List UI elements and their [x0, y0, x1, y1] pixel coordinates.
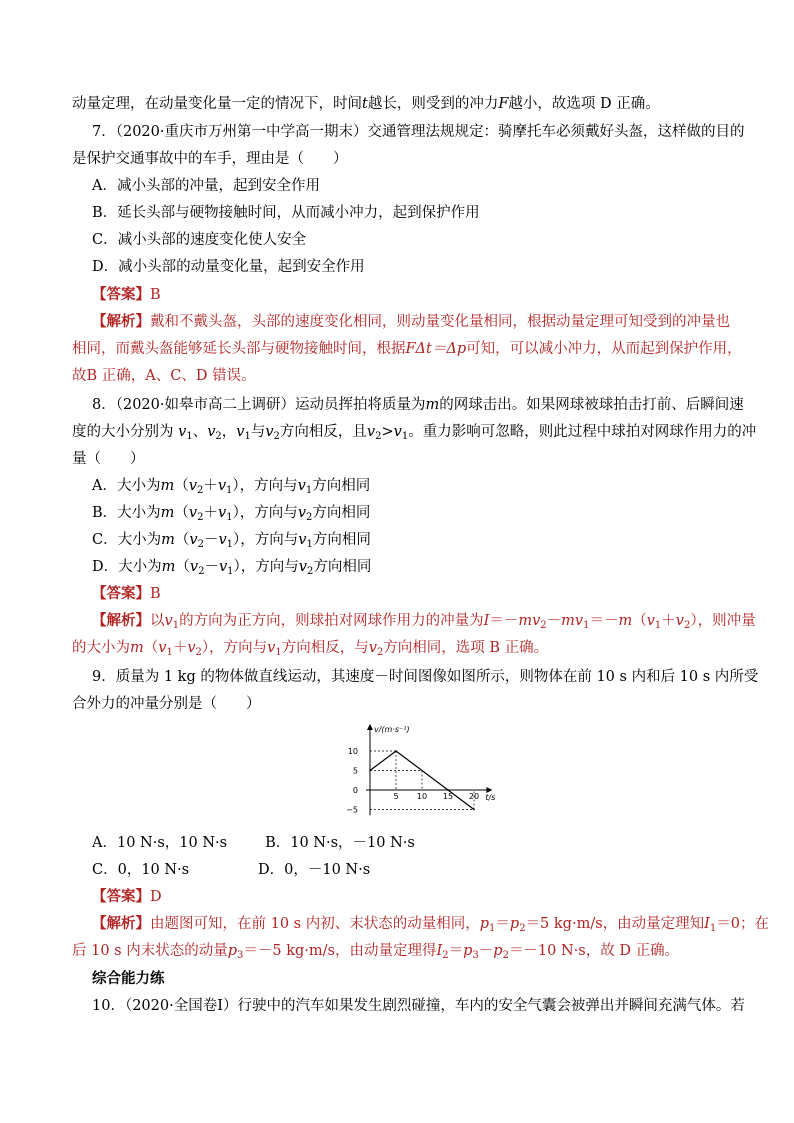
text: （ [175, 559, 190, 575]
text: 后 10 s 内末状态的动量 [72, 943, 228, 959]
text: ＝－ [589, 613, 619, 629]
sub: 1 [244, 431, 251, 442]
sub: 2 [307, 566, 314, 577]
sub: 2 [519, 923, 526, 934]
text: 方向相反，且 [279, 424, 367, 440]
var-v: v [646, 613, 655, 629]
var-m: m [618, 613, 633, 629]
text: （ [174, 505, 189, 521]
text: 的网球击出。如果网球被球拍击打前、后瞬间速 [439, 397, 744, 413]
var-v: v [675, 613, 684, 629]
text: 由题图可知，在前 10 s 内初、末状态的动量相同， [150, 916, 480, 932]
y-axis-label: v/(m·s⁻¹) [374, 725, 410, 734]
var-v: v [297, 478, 306, 494]
text: D．大小为 [92, 559, 162, 575]
var-v: v [189, 559, 199, 575]
text: ），方向与 [201, 640, 268, 656]
text: ），方向与 [232, 505, 298, 521]
var-v: v [532, 613, 541, 629]
text: （ [174, 532, 190, 548]
sub: 2 [196, 485, 204, 496]
q9-explanation-line1 [92, 915, 769, 938]
x-tick-label: 15 [442, 792, 454, 801]
q9-option-c: C．0，10 N·s [92, 862, 190, 878]
sub: 2 [375, 431, 382, 442]
q9-stem-line2: 合外力的冲量分别是（ ） [72, 696, 261, 712]
var-v: v [188, 478, 197, 494]
text: ＝－10 N·s，故 D 正确。 [508, 943, 680, 959]
var-v: v [178, 424, 187, 440]
answer-tag: 【答案】 [92, 585, 150, 602]
var-m: m [518, 613, 533, 629]
var-v: v [189, 532, 198, 548]
var-v: v [218, 559, 228, 575]
sub: 1 [709, 923, 717, 934]
x-tick-label: 5 [393, 792, 399, 801]
text: （ [632, 613, 647, 629]
sub: 1 [186, 431, 193, 442]
q9-option-d: D．0，－10 N·s [258, 862, 371, 878]
var-t: t [362, 96, 368, 112]
sub: 3 [472, 950, 479, 961]
var-m: m [161, 532, 175, 548]
data-point [369, 770, 371, 772]
sub: 2 [442, 950, 449, 961]
var-p: p [479, 916, 490, 932]
sub: 2 [273, 431, 280, 442]
q7-stem-line1: 7．（2020·重庆市万州第一中学高一期末）交通管理法规规定：骑摩托车必须戴好头盔，这样做的目的 [92, 124, 745, 140]
sub: 1 [226, 485, 233, 496]
y-tick-label: 0 [352, 786, 358, 795]
q9-stem-line1: 9．质量为 1 kg 的物体做直线运动，其速度－时间图像如图所示，则物体在前 10 s 内和后 10 s 内所受 [92, 669, 759, 685]
q9-answer [92, 888, 162, 906]
text: 越长，则受到的冲力 [367, 96, 499, 112]
text: ＋ [203, 478, 218, 494]
q7-answer [92, 286, 161, 304]
text: 的大小为 [72, 640, 130, 656]
y-tick-label: 10 [347, 747, 358, 756]
q8-stem-line3: 量（ ） [72, 451, 145, 467]
q7-explanation-line3: 故B 正确，A、C、D 错误。 [72, 368, 256, 384]
text: 相同，而戴头盔能够延长头部与硬物接触时间，根据 [72, 341, 406, 357]
text-line [72, 95, 660, 113]
var-v: v [297, 505, 307, 521]
text: ， [221, 424, 237, 440]
x-tick-label: 20 [468, 792, 480, 801]
sub: 2 [306, 512, 313, 523]
var-p: p [463, 943, 473, 959]
sub: 1 [489, 923, 496, 934]
answer-value: D [150, 889, 162, 905]
sub: 2 [540, 620, 547, 631]
q7-option-b: B．延长头部与硬物接触时间，从而减小冲力，起到保护作用 [92, 205, 480, 221]
sub: 2 [197, 512, 204, 523]
sub: 2 [195, 647, 202, 658]
text: ＝－5 kg·m/s，由动量定理得 [243, 943, 437, 959]
var-v: v [158, 640, 167, 656]
var-m: m [161, 559, 176, 575]
answer-tag: 【答案】 [92, 286, 150, 303]
answer-value: B [150, 586, 161, 602]
text: 以 [150, 613, 165, 629]
y-tick-label: −5 [346, 805, 358, 815]
sub: 1 [172, 620, 180, 631]
q9-option-b: B．10 N·s，－10 N·s [265, 835, 415, 851]
text: 方向相同 [312, 532, 371, 548]
text: 方向相反，与 [281, 640, 369, 656]
q8-option-c [92, 531, 371, 554]
q9-explanation-line2 [72, 942, 679, 965]
sub: 1 [275, 647, 282, 658]
text: ＝ [495, 916, 510, 932]
text: ＝－ [489, 613, 519, 629]
text: 度的大小分别为 [72, 424, 174, 440]
var-v: v [298, 532, 307, 548]
text: 越小，故选项 D 正确。 [508, 96, 660, 112]
y-tick-label: 5 [352, 766, 358, 776]
x-tick-label: 10 [416, 792, 428, 801]
explanation-tag: 【解析】 [92, 612, 150, 629]
q8-explanation-line1 [92, 612, 756, 635]
q9-options-row1 [92, 834, 415, 852]
data-point [447, 789, 449, 791]
explanation-tag: 【解析】 [92, 313, 150, 330]
var-I: I [436, 943, 443, 959]
var-v: v [265, 424, 274, 440]
y-axis-arrow [367, 724, 373, 730]
text: ），方向与 [232, 478, 298, 494]
q7-option-d: D．减小头部的动量变化量，起到安全作用 [92, 259, 365, 275]
text: ），则冲量 [690, 613, 756, 629]
var-v: v [267, 640, 276, 656]
text: － [546, 613, 562, 629]
var-v: v [366, 424, 376, 440]
sub: 1 [306, 539, 313, 550]
text: 戴和不戴头盔，头部的速度变化相同，则动量变化量相同，根据动量定理可知受到的冲量也 [150, 314, 730, 330]
q8-option-d [92, 558, 371, 581]
q9-options-row2 [92, 861, 370, 879]
q10-stem-line1: 10．（2020·全国卷Ⅰ）行驶中的汽车如果发生剧烈碰撞，车内的安全气囊会被弹出并瞬间充满气体。若 [92, 998, 745, 1014]
sub: 2 [502, 950, 509, 961]
var-F: F [498, 96, 509, 112]
text: 方向相同 [313, 559, 372, 575]
text: （ [174, 478, 189, 494]
text: 方向相同，选项 B 正确。 [383, 640, 549, 656]
var-m: m [425, 397, 440, 413]
q9-option-a: A．10 N·s，10 N·s [92, 835, 228, 851]
var-v: v [393, 424, 402, 440]
var-v: v [218, 532, 227, 548]
data-point [395, 750, 397, 752]
var-m: m [160, 505, 175, 521]
q8-stem-line2 [72, 423, 756, 446]
text: 与 [250, 424, 266, 440]
var-p: p [227, 943, 238, 959]
var-v: v [217, 478, 227, 494]
text: > [381, 424, 394, 440]
sub: 1 [305, 485, 313, 496]
q7-stem-line2: 是保护交通事故中的车手，理由是（ ） [72, 151, 348, 167]
text: ＝0；在 [716, 916, 769, 932]
text: 、 [192, 424, 208, 440]
var-v: v [368, 640, 377, 656]
text: － [478, 943, 494, 959]
sub: 2 [198, 566, 205, 577]
var-v: v [187, 640, 196, 656]
var-m: m [160, 478, 175, 494]
text: ），方向与 [233, 559, 299, 575]
var-m: m [130, 640, 144, 656]
text: ＋ [203, 505, 218, 521]
var-v: v [574, 613, 584, 629]
var-v: v [188, 505, 198, 521]
sub: 1 [401, 431, 409, 442]
q7-explanation-line2 [72, 340, 742, 358]
q8-explanation-line2 [72, 639, 548, 662]
text: ＋ [172, 640, 188, 656]
var-I: I [704, 916, 710, 932]
q7-option-a: A．减小头部的冲量，起到安全作用 [92, 178, 320, 194]
text: （ [143, 640, 159, 656]
q7-option-c: C．减小头部的速度变化使人安全 [92, 232, 307, 248]
text: ＝ [448, 943, 464, 959]
text: ＝5 kg·m/s，由动量定理知 [525, 916, 705, 932]
text: 可知，可以减小冲力，从而起到保护作用， [466, 341, 742, 357]
text: 方向相同 [312, 478, 371, 494]
sub: 2 [684, 620, 691, 631]
q7-explanation-line1 [92, 313, 730, 331]
text: 的方向为正方向，则球拍对网球作用力的冲量为 [179, 613, 484, 629]
text: － [204, 559, 219, 575]
formula: FΔt＝Δp [405, 341, 467, 357]
q8-option-a [92, 477, 370, 500]
text: 。重力影响可忽略，则此过程中球拍对网球作用力的冲 [408, 424, 757, 440]
text: － [203, 532, 219, 548]
sub: 1 [227, 566, 234, 577]
answer-tag: 【答案】 [92, 888, 150, 905]
sub: 1 [583, 620, 590, 631]
text: ），方向与 [233, 532, 299, 548]
var-v: v [217, 505, 227, 521]
x-axis-label: t/s [485, 793, 496, 802]
var-p: p [509, 916, 520, 932]
sub: 1 [654, 620, 662, 631]
explanation-tag: 【解析】 [92, 915, 150, 932]
sub: 3 [237, 950, 244, 961]
sub: 2 [215, 431, 222, 442]
var-v: v [207, 424, 216, 440]
var-m: m [561, 613, 575, 629]
sub: 1 [226, 512, 233, 523]
var-p: p [493, 943, 503, 959]
answer-value: B [150, 287, 161, 303]
sub: 2 [197, 539, 204, 550]
var-v: v [236, 424, 245, 440]
sub: 1 [166, 647, 173, 658]
text: A．大小为 [92, 478, 161, 494]
q8-option-b [92, 504, 370, 527]
q8-stem-line1 [92, 396, 744, 414]
sub: 2 [376, 647, 384, 658]
section-heading: 综合能力练 [92, 970, 165, 987]
text: 8．（2020·如皋市高二上调研）运动员挥拍将质量为 [92, 397, 426, 413]
sub: 1 [226, 539, 234, 550]
var-v: v [298, 559, 307, 575]
text: 动量定理，在动量变化量一定的情况下，时间 [72, 96, 362, 112]
var-I: I [483, 613, 490, 629]
text: B．大小为 [92, 505, 161, 521]
var-v: v [164, 613, 173, 629]
q8-answer [92, 585, 161, 603]
data-point [473, 809, 475, 811]
text: ＋ [661, 613, 676, 629]
velocity-time-chart [340, 722, 496, 820]
text: C．大小为 [92, 532, 162, 548]
text: 方向相同 [312, 505, 371, 521]
